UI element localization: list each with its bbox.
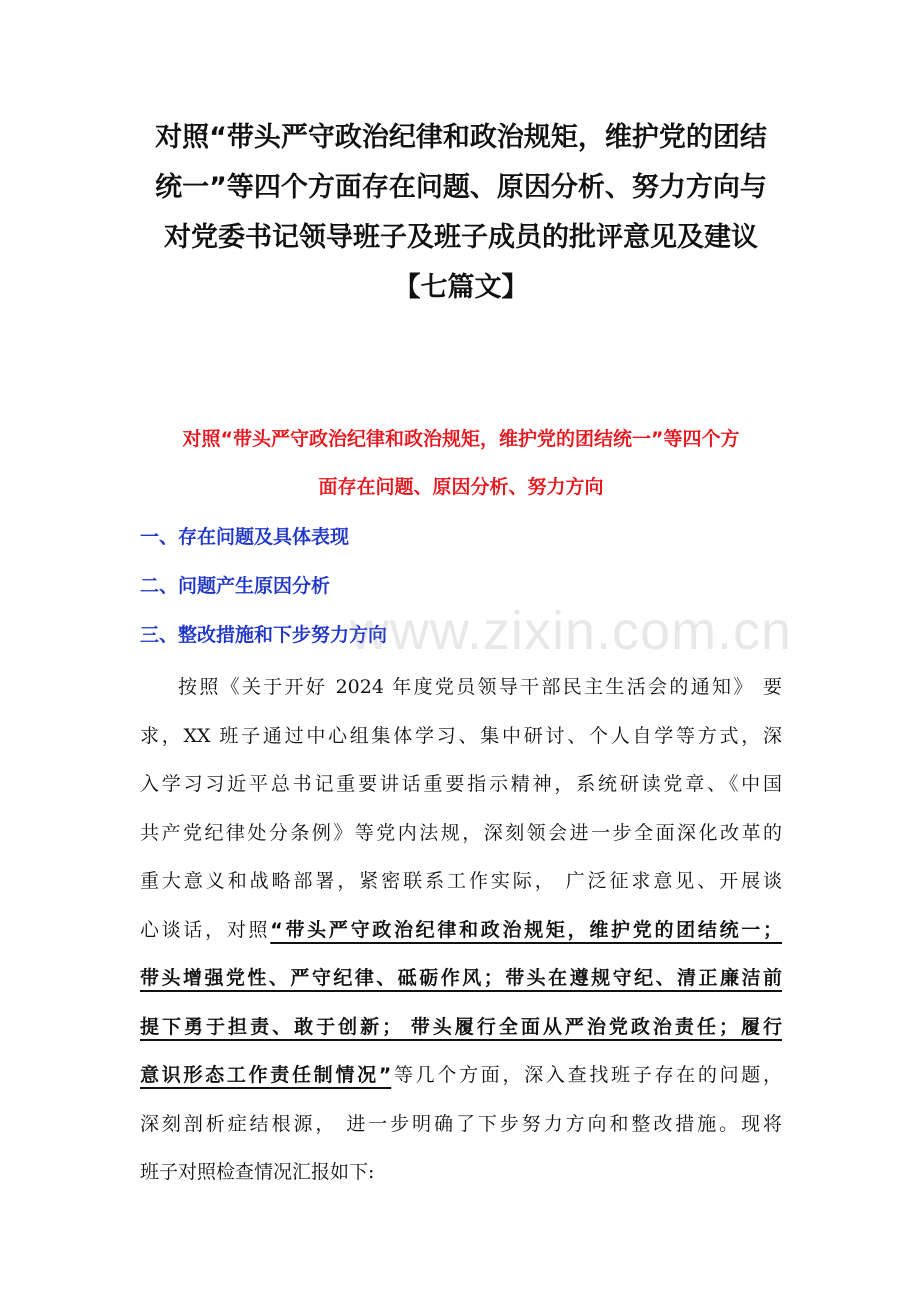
title-line: 【七篇文】 — [393, 272, 529, 303]
plain-text: 心谈话，对照 — [140, 918, 271, 941]
emphasized-text: 带头增强党性、严守纪律、砥砺作风；带头在遵规守纪、清正廉洁前 — [140, 967, 782, 989]
paragraph-line: 入学习习近平总书记重要讲话重要指示精神，系统研读党章、《中国 — [140, 773, 782, 795]
paragraph-line: 按照《关于开好 2024 年度党员领导干部民主生活会的通知》 要 — [178, 676, 782, 698]
paragraph-line — [140, 1051, 782, 1100]
heading-measures: 三、整改措施和下步努力方向 — [140, 624, 388, 646]
section-title — [140, 415, 782, 511]
document-title — [140, 0, 782, 313]
paragraph-line: 班子对照检查情况汇报如下: — [140, 1161, 375, 1183]
heading-problems: 一、存在问题及具体表现 — [140, 526, 350, 548]
paragraph-line: 深刻剖析症结根源， 进一步明确了下步努力方向和整改措施。现将 — [140, 1112, 782, 1135]
emphasized-text: “带头严守政治纪律和政治规矩，维护党的团结统一； — [270, 918, 782, 941]
paragraph-line — [140, 954, 782, 1003]
section-title-line: 面存在问题、原因分析、努力方向 — [318, 476, 604, 498]
paragraph-line: 求，XX 班子通过中心组集体学习、集中研讨、个人自学等方式，深 — [140, 724, 782, 747]
section-title-line: 对照“带头严守政治纪律和政治规矩，维护党的团结统一”等四个方 — [182, 428, 740, 450]
heading-causes: 二、问题产生原因分析 — [140, 575, 331, 597]
plain-text: 等几个方面，深入查找班子存在的问题， — [391, 1064, 782, 1086]
paragraph-line: 共产党纪律处分条例》等党内法规，深刻领会进一步全面深化改革的 — [140, 821, 782, 844]
paragraph-line: 重大意义和战略部署，紧密联系工作实际， 广泛征求意见、开展谈 — [140, 870, 782, 892]
title-line: 对党委书记领导班子及班子成员的批评意见及建议 — [164, 222, 758, 253]
outline-headings — [140, 513, 782, 660]
paragraph-line — [140, 1003, 782, 1052]
emphasized-text: 意识形态工作责任制情况” — [140, 1064, 392, 1086]
title-line: 对照“带头严守政治纪律和政治规矩，维护党的团结 — [155, 122, 767, 153]
title-line: 统一”等四个方面存在问题、原因分析、努力方向与 — [155, 172, 767, 203]
body-paragraph — [140, 663, 782, 1197]
watermark: www.zixin.com.cn — [350, 601, 793, 661]
paragraph-line — [140, 906, 782, 955]
emphasized-text: 提下勇于担责、敢于创新； 带头履行全面从严治党政治责任；履行 — [140, 1015, 782, 1038]
